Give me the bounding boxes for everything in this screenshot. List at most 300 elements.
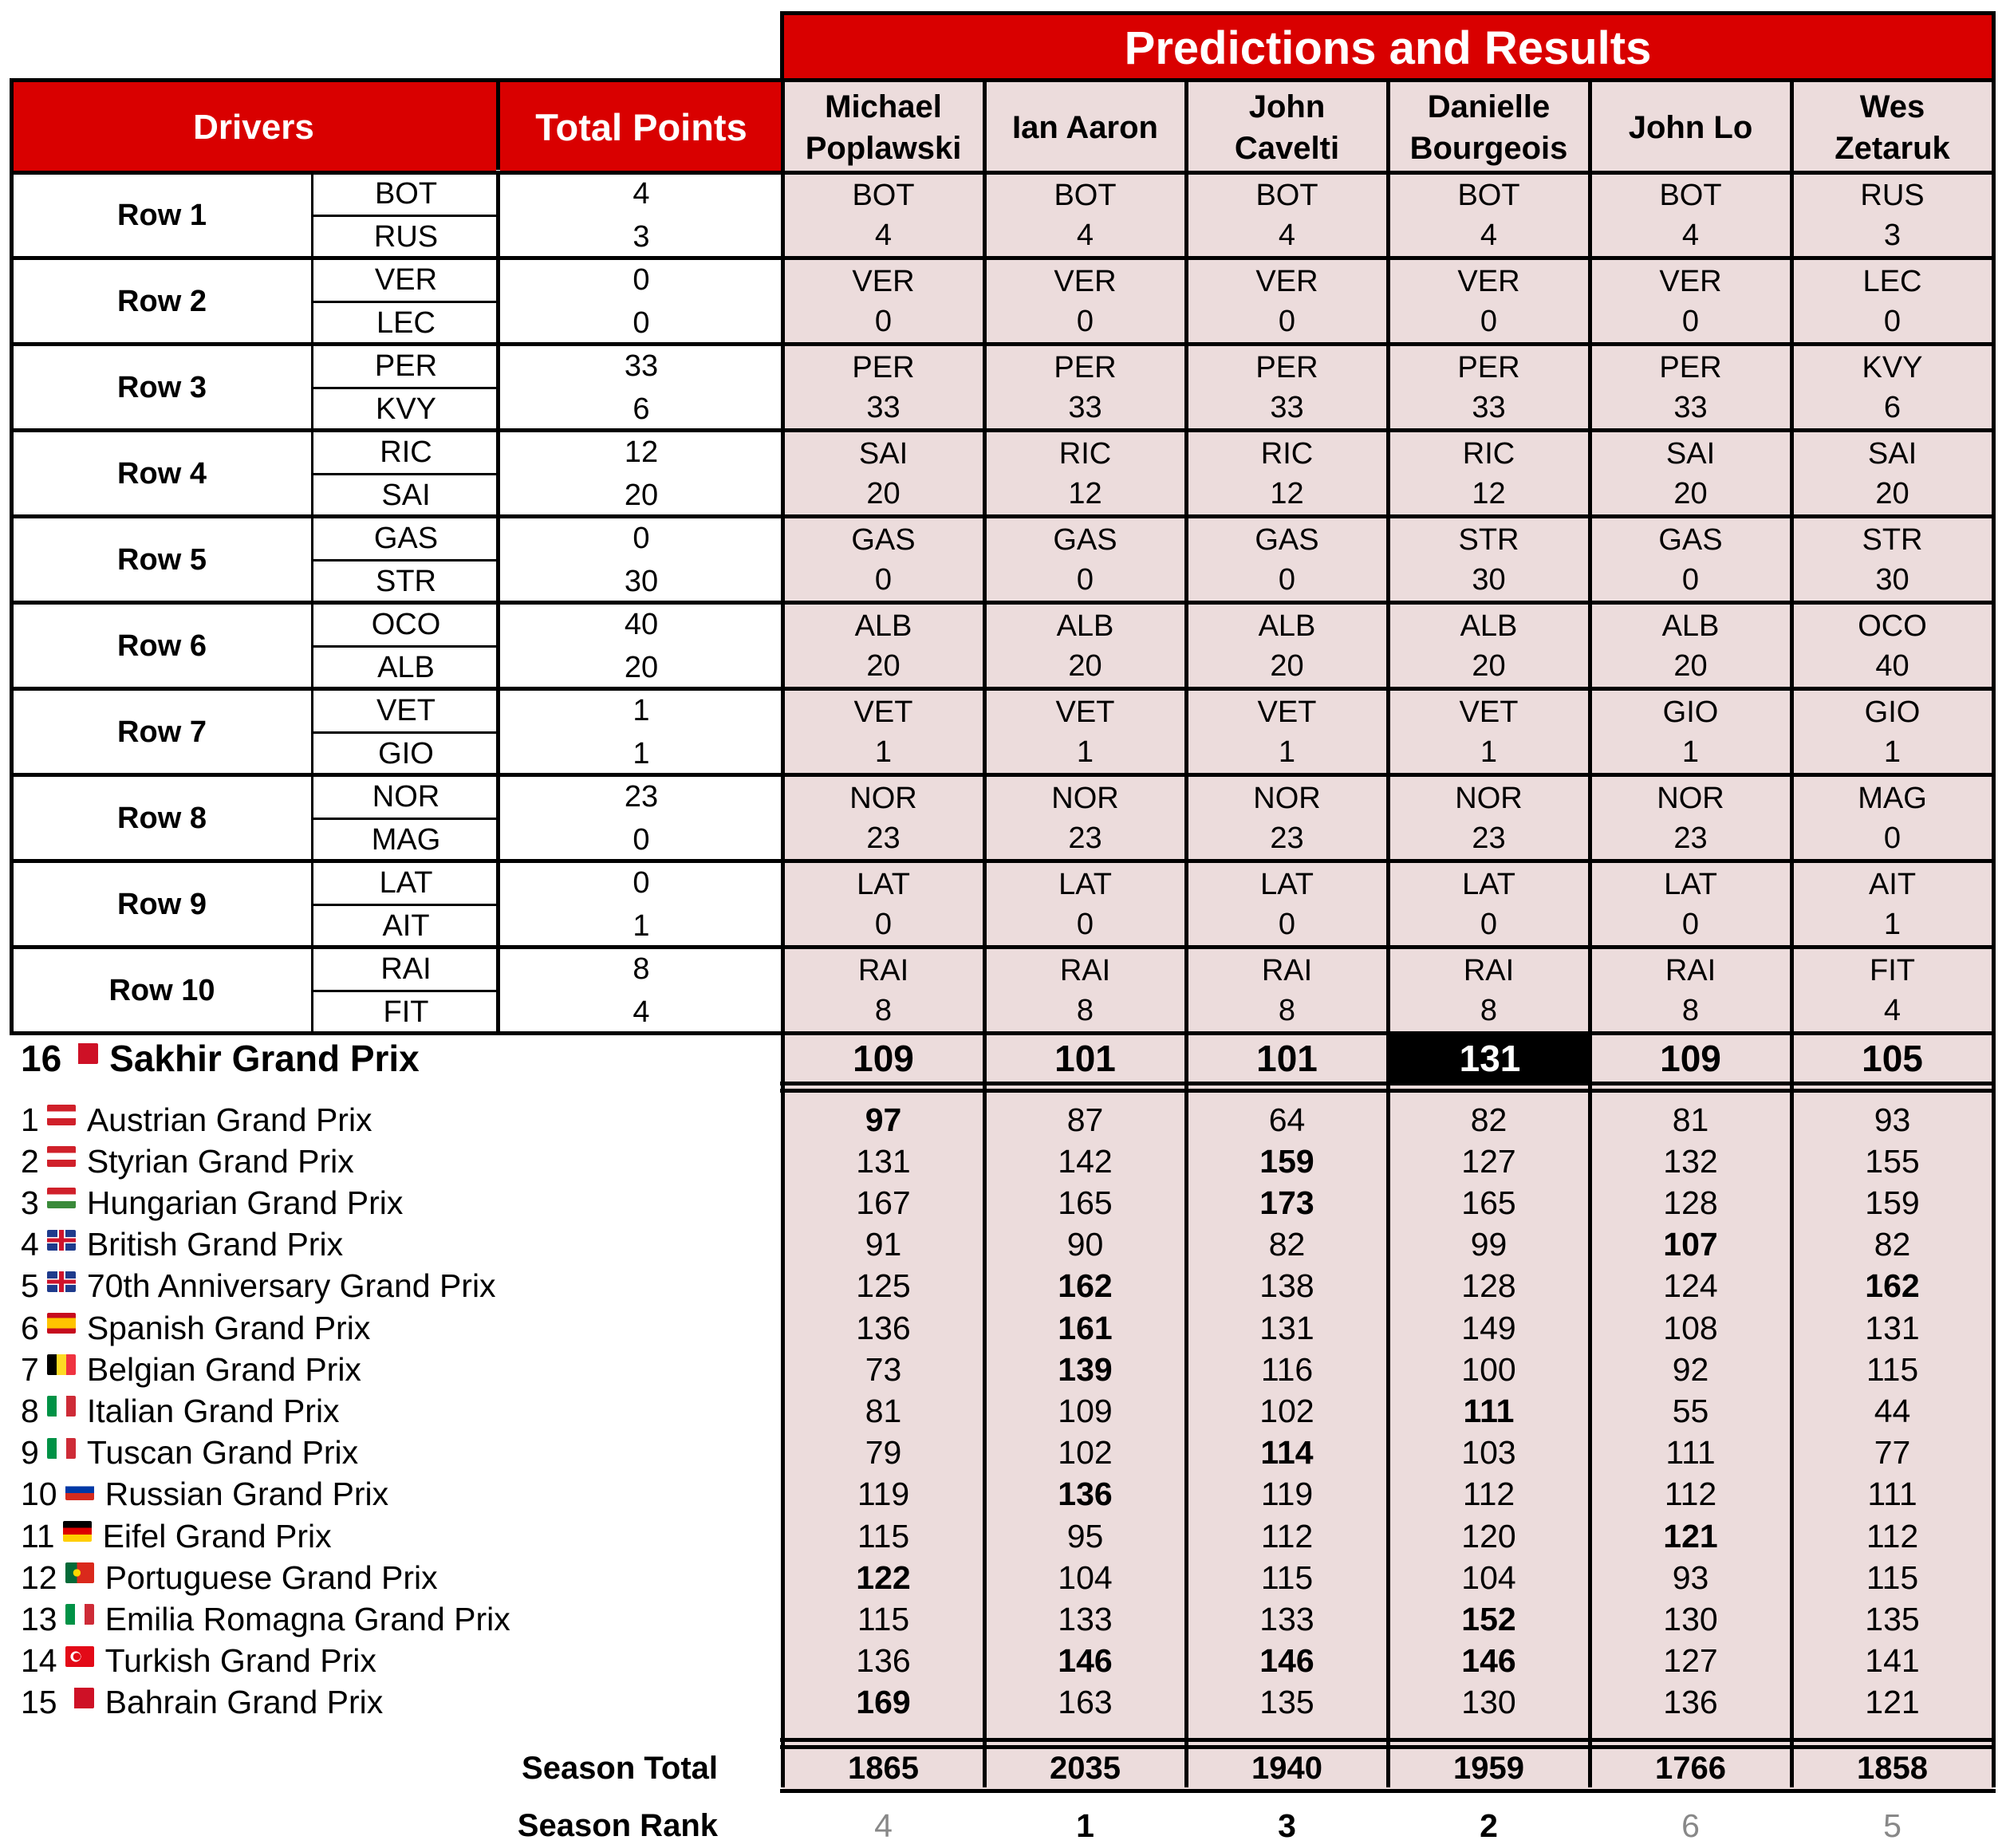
pick-driver: RAI (1059, 953, 1111, 987)
pick-points: 4 (1883, 993, 1902, 1027)
race-score: 142 (1058, 1142, 1113, 1180)
belgium-flag-icon (47, 1354, 76, 1375)
race-name: Eifel Grand Prix (102, 1517, 332, 1554)
pick-points: 1 (1883, 907, 1902, 941)
season-rank-value: 2 (1480, 1807, 1498, 1844)
race-score: 119 (857, 1476, 910, 1513)
italy-flag-icon (47, 1396, 76, 1417)
pick-driver: KVY (1862, 350, 1923, 384)
pick-driver: ALB (1460, 609, 1518, 643)
row-label: Row 4 (117, 456, 207, 491)
race-score: 95 (1066, 1517, 1104, 1554)
row-driver-code: PER (374, 349, 438, 383)
pick-points: 0 (1278, 907, 1296, 941)
grid-line (496, 345, 500, 431)
pick-driver: RAI (1665, 953, 1716, 987)
race-score: 125 (856, 1267, 911, 1305)
current-race-score: 109 (853, 1038, 914, 1079)
race-score: 91 (865, 1226, 902, 1263)
race-score: 115 (857, 1517, 910, 1554)
pick-points: 30 (1875, 562, 1909, 597)
player-name-line2: Poplawski (805, 130, 962, 166)
player-name-line2: Cavelti (1234, 130, 1340, 166)
pick-points: 0 (1480, 304, 1498, 338)
race-score: 121 (1865, 1684, 1920, 1721)
race-score: 136 (856, 1642, 911, 1680)
race-score-best: 161 (1058, 1309, 1113, 1346)
past-race-label (21, 1557, 438, 1598)
row-driver-code: SAI (381, 478, 431, 512)
grid-line (496, 689, 500, 775)
past-race-label (21, 1224, 343, 1266)
pick-points: 0 (1278, 304, 1296, 338)
race-score: 165 (1058, 1184, 1113, 1221)
pick-driver: NOR (1253, 781, 1321, 815)
pick-driver: FIT (1870, 953, 1915, 987)
race-name: Austrian Grand Prix (86, 1101, 372, 1138)
player-name-line1: Ian Aaron (1012, 109, 1158, 145)
player-header-6 (1791, 82, 1993, 172)
race-score: 90 (1066, 1226, 1104, 1263)
pick-points: 1 (1883, 735, 1902, 769)
race-score-best: 114 (1260, 1434, 1314, 1472)
grid-line (496, 948, 500, 1034)
race-score: 115 (1866, 1350, 1919, 1388)
pick-driver: GAS (1658, 522, 1723, 557)
row-driver-points: 12 (624, 435, 659, 469)
race-score: 131 (1865, 1309, 1920, 1346)
race-score: 55 (1672, 1392, 1709, 1429)
row-driver-points: 0 (633, 865, 650, 900)
row-driver-code: RUS (373, 219, 439, 254)
row-driver-code: MAG (371, 822, 441, 857)
grid-line (496, 172, 500, 258)
race-number: 2 (21, 1142, 39, 1180)
race-score-best: 146 (1259, 1642, 1314, 1680)
pick-points: 0 (1480, 907, 1498, 941)
race-name: British Grand Prix (86, 1226, 344, 1263)
race-score: 93 (1874, 1101, 1911, 1138)
row-label: Row 1 (117, 198, 207, 232)
race-score-best: 152 (1461, 1600, 1516, 1637)
pick-points: 0 (1681, 304, 1700, 338)
season-total-value: 1865 (848, 1751, 919, 1786)
pick-points: 1 (1681, 735, 1700, 769)
race-score: 128 (1663, 1184, 1718, 1221)
race-name: Russian Grand Prix (104, 1476, 389, 1513)
pick-driver: BOT (852, 178, 915, 212)
grid-line (496, 775, 500, 861)
pick-points: 20 (1673, 476, 1708, 510)
row-driver-code: LEC (376, 305, 435, 340)
page-title: Predictions and Results (782, 14, 1993, 82)
pick-points: 0 (874, 304, 893, 338)
season-total-value: 1766 (1655, 1751, 1726, 1786)
pick-driver: VET (1459, 695, 1519, 729)
race-score: 93 (1672, 1558, 1709, 1596)
race-score: 99 (1470, 1226, 1507, 1263)
bahrain-flag-icon (65, 1688, 94, 1708)
pick-points: 20 (1472, 648, 1506, 683)
pick-driver: GIO (1864, 695, 1921, 729)
pick-driver: RAI (1261, 953, 1313, 987)
race-score-best: 159 (1259, 1142, 1314, 1180)
race-score: 100 (1461, 1350, 1516, 1388)
pick-points: 0 (1076, 304, 1094, 338)
pick-driver: LAT (1664, 867, 1717, 901)
player-name-line2: Zetaruk (1835, 130, 1950, 166)
race-score: 136 (856, 1309, 911, 1346)
row-label: Row 3 (117, 370, 207, 404)
pick-points: 12 (1068, 476, 1102, 510)
pick-driver: ALB (1258, 609, 1316, 643)
race-number: 14 (21, 1642, 57, 1680)
race-score-best: 111 (1463, 1392, 1515, 1429)
row-label: Row 2 (117, 284, 207, 318)
race-score: 155 (1865, 1142, 1920, 1180)
grid-line (311, 689, 313, 775)
row-driver-points: 3 (633, 219, 650, 254)
race-score: 115 (857, 1600, 910, 1637)
pick-driver: OCO (1858, 609, 1927, 643)
pick-driver: PER (1054, 350, 1117, 384)
grid-line (496, 258, 500, 345)
pick-driver: VER (1457, 264, 1520, 298)
race-score: 132 (1663, 1142, 1718, 1180)
row-driver-points: 4 (633, 176, 650, 211)
race-name: Portuguese Grand Prix (104, 1558, 438, 1596)
pick-points: 20 (866, 476, 901, 510)
grid-line (311, 948, 313, 1034)
player-header-4 (1388, 82, 1590, 172)
race-name: Styrian Grand Prix (86, 1142, 354, 1180)
past-race-label (21, 1266, 496, 1307)
pick-driver: NOR (849, 781, 917, 815)
pick-points: 0 (1076, 562, 1094, 597)
pick-driver: VET (1257, 695, 1317, 729)
season-total-top (780, 1738, 1996, 1742)
race-score: 135 (1865, 1600, 1920, 1637)
pick-points: 33 (866, 390, 901, 424)
pick-points: 33 (1270, 390, 1304, 424)
hungary-flag-icon (47, 1188, 76, 1208)
grid-line (496, 431, 500, 517)
player-header-3 (1186, 82, 1388, 172)
grid-line (311, 345, 313, 431)
pick-points: 33 (1068, 390, 1102, 424)
player-header-1 (782, 82, 984, 172)
race-score: 138 (1259, 1267, 1314, 1305)
row-driver-code: NOR (372, 779, 440, 814)
race-number: 9 (21, 1434, 39, 1472)
pick-driver: RUS (1860, 178, 1925, 212)
race-score: 116 (1260, 1350, 1314, 1388)
race-name: Bahrain Grand Prix (104, 1684, 384, 1721)
row-driver-points: 1 (633, 736, 650, 770)
race-number: 8 (21, 1392, 39, 1429)
row-driver-points: 0 (633, 521, 650, 555)
row-driver-code: VET (376, 693, 435, 727)
season-total-value: 1858 (1857, 1751, 1928, 1786)
player-header-5 (1590, 82, 1791, 172)
season-rank-value: 3 (1278, 1807, 1296, 1844)
player-name-line1: Danielle (1427, 89, 1551, 124)
row-driver-code: RAI (380, 952, 432, 986)
row-driver-points: 6 (633, 392, 650, 426)
pick-points: 8 (1076, 993, 1094, 1027)
pick-driver: PER (852, 350, 915, 384)
grid-line (311, 517, 313, 603)
player-name-line1: Michael (825, 89, 942, 124)
race-score: 87 (1066, 1101, 1104, 1138)
driver-divider (313, 731, 498, 734)
grid-line (311, 861, 313, 948)
race-name: Hungarian Grand Prix (86, 1184, 404, 1221)
row-driver-points: 20 (624, 650, 659, 684)
grid-line (780, 11, 784, 85)
grid-line (311, 603, 313, 689)
race-score-best: 162 (1865, 1267, 1920, 1305)
player-name-line1: John (1248, 89, 1326, 124)
row-driver-points: 4 (633, 995, 650, 1029)
race-name: Sakhir Grand Prix (109, 1038, 420, 1079)
spain-flag-icon (47, 1313, 76, 1334)
row-driver-points: 33 (624, 349, 659, 383)
season-rank-value: 5 (1883, 1807, 1902, 1844)
grid-line (496, 78, 500, 170)
season-total-label: Season Total (522, 1751, 718, 1786)
player-name-line2: Bourgeois (1409, 130, 1568, 166)
race-score: 112 (1664, 1476, 1717, 1513)
row-driver-points: 1 (633, 908, 650, 943)
austria-flag-icon (47, 1105, 76, 1125)
pick-driver: LAT (1260, 867, 1314, 901)
pick-driver: BOT (1659, 178, 1722, 212)
race-score: 124 (1663, 1267, 1718, 1305)
current-race-score: 105 (1862, 1038, 1923, 1079)
past-race-label (21, 1515, 332, 1557)
race-number: 3 (21, 1184, 39, 1221)
row-driver-points: 23 (624, 779, 659, 814)
pick-driver: MAG (1858, 781, 1927, 815)
pick-driver: PER (1659, 350, 1722, 384)
pick-points: 1 (1480, 735, 1498, 769)
race-score: 81 (865, 1392, 902, 1429)
race-score: 109 (1058, 1392, 1113, 1429)
italy-flag-icon (65, 1604, 94, 1625)
race-score: 82 (1874, 1226, 1911, 1263)
race-number: 15 (21, 1684, 57, 1721)
race-score: 127 (1461, 1142, 1516, 1180)
portugal-flag-icon (65, 1562, 94, 1583)
row-driver-code: ALB (377, 650, 435, 684)
race-score: 131 (856, 1142, 911, 1180)
row-driver-code: KVY (375, 392, 437, 426)
past-race-label (21, 1641, 376, 1682)
race-score: 115 (1866, 1558, 1919, 1596)
turkey-flag-icon (65, 1646, 94, 1667)
row-driver-code: STR (376, 564, 436, 598)
pick-driver: SAI (858, 436, 908, 471)
pick-driver: GAS (1053, 522, 1117, 557)
race-number: 1 (21, 1101, 39, 1138)
race-score: 128 (1461, 1267, 1516, 1305)
race-score: 112 (1462, 1476, 1515, 1513)
pick-driver: ALB (1661, 609, 1720, 643)
race-score-best: 122 (856, 1558, 911, 1596)
pick-driver: NOR (1051, 781, 1119, 815)
pick-driver: GIO (1662, 695, 1719, 729)
season-rank-value: 6 (1681, 1807, 1700, 1844)
pick-driver: BOT (1457, 178, 1520, 212)
season-total-value: 1959 (1453, 1751, 1524, 1786)
pick-points: 20 (866, 648, 901, 683)
race-score: 104 (1058, 1558, 1113, 1596)
player-name-line1: Wes (1859, 89, 1925, 124)
race-score: 115 (1260, 1558, 1314, 1596)
pick-points: 0 (1883, 304, 1902, 338)
race-score: 92 (1672, 1350, 1709, 1388)
uk-flag-icon (47, 1230, 76, 1251)
pick-driver: RAI (1463, 953, 1515, 987)
pick-points: 20 (1875, 476, 1909, 510)
race-score: 119 (1260, 1476, 1314, 1513)
race-score: 167 (856, 1184, 911, 1221)
row-label: Row 7 (117, 715, 207, 749)
driver-divider (313, 904, 498, 906)
pick-driver: STR (1458, 522, 1519, 557)
row-driver-code: RIC (380, 435, 432, 469)
season-rank-label: Season Rank (517, 1808, 718, 1843)
pick-driver: LAT (857, 867, 910, 901)
pick-points: 23 (1472, 821, 1506, 855)
austria-flag-icon (47, 1146, 76, 1167)
race-score-best: 121 (1663, 1517, 1718, 1554)
pick-driver: RIC (1462, 436, 1515, 471)
pick-points: 3 (1883, 218, 1902, 252)
current-race-label (21, 1035, 420, 1082)
race-score-best: 146 (1058, 1642, 1113, 1680)
past-race-label (21, 1349, 361, 1390)
row-driver-code: GAS (373, 521, 439, 555)
past-race-label (21, 1474, 388, 1515)
past-race-label (21, 1390, 340, 1432)
italy-flag-icon (47, 1438, 76, 1459)
grid-line (10, 78, 1996, 82)
past-race-label (21, 1432, 358, 1474)
race-number: 11 (21, 1517, 55, 1554)
pick-driver: LEC (1862, 264, 1922, 298)
pick-points: 1 (1076, 735, 1094, 769)
pick-driver: PER (1255, 350, 1318, 384)
race-score-best: 139 (1058, 1350, 1113, 1388)
season-total-bottom (780, 1789, 1996, 1793)
race-score-best: 97 (865, 1101, 902, 1138)
pick-points: 8 (1480, 993, 1498, 1027)
race-score: 130 (1663, 1600, 1718, 1637)
race-score: 159 (1865, 1184, 1920, 1221)
race-number: 4 (21, 1226, 39, 1263)
pick-driver: VER (1054, 264, 1117, 298)
pick-points: 12 (1270, 476, 1304, 510)
pick-points: 6 (1883, 390, 1902, 424)
race-number: 13 (21, 1600, 57, 1637)
pick-points: 4 (1076, 218, 1094, 252)
pick-driver: NOR (1455, 781, 1523, 815)
race-name: Emilia Romagna Grand Prix (104, 1600, 510, 1637)
row-driver-code: OCO (371, 607, 441, 641)
pick-driver: VER (1659, 264, 1722, 298)
race-score: 141 (1865, 1642, 1920, 1680)
past-race-label (21, 1307, 370, 1349)
race-score: 112 (1866, 1517, 1919, 1554)
row-driver-points: 8 (633, 952, 650, 986)
player-header-2 (984, 82, 1186, 172)
row-driver-code: GIO (378, 736, 434, 770)
pick-points: 4 (1278, 218, 1296, 252)
germany-flag-icon (63, 1521, 92, 1542)
race-number: 10 (21, 1476, 57, 1513)
pick-driver: ALB (854, 609, 912, 643)
race-score: 112 (1260, 1517, 1314, 1554)
player-name-line1: John Lo (1628, 109, 1753, 145)
grid-line (496, 517, 500, 603)
race-score-best: 146 (1461, 1642, 1516, 1680)
pick-points: 0 (1278, 562, 1296, 597)
current-race-score: 101 (1256, 1038, 1318, 1079)
pick-points: 30 (1472, 562, 1506, 597)
driver-divider (313, 645, 498, 648)
pick-driver: GAS (1255, 522, 1319, 557)
past-race-label (21, 1682, 383, 1724)
driver-divider (313, 301, 498, 303)
pick-driver: LAT (1462, 867, 1515, 901)
race-name: Spanish Grand Prix (86, 1309, 371, 1346)
race-number: 5 (21, 1267, 39, 1305)
driver-divider (313, 559, 498, 561)
race-score: 64 (1268, 1101, 1306, 1138)
pick-driver: ALB (1056, 609, 1114, 643)
current-race-score: 101 (1054, 1038, 1116, 1079)
race-score: 103 (1461, 1434, 1516, 1472)
grid-line (1992, 11, 1996, 85)
race-score-best: 162 (1058, 1267, 1113, 1305)
pick-points: 8 (874, 993, 893, 1027)
race-score: 73 (865, 1350, 902, 1388)
pick-points: 23 (1673, 821, 1708, 855)
race-number: 12 (21, 1558, 57, 1596)
pick-points: 12 (1472, 476, 1506, 510)
season-rank-value: 4 (874, 1807, 893, 1844)
row-driver-points: 20 (624, 478, 659, 512)
race-score: 82 (1268, 1226, 1306, 1263)
russia-flag-icon (65, 1480, 94, 1500)
race-score-best: 169 (856, 1684, 911, 1721)
race-number: 7 (21, 1350, 39, 1388)
race-score-best: 107 (1663, 1226, 1718, 1263)
row-driver-code: LAT (379, 865, 433, 900)
race-score: 81 (1672, 1101, 1709, 1138)
pick-points: 0 (1076, 907, 1094, 941)
bahrain-flag-icon (69, 1043, 98, 1064)
row-label: Row 5 (117, 542, 207, 577)
pick-driver: RAI (857, 953, 909, 987)
current-race-score: 109 (1660, 1038, 1721, 1079)
pick-driver: LAT (1058, 867, 1112, 901)
race-score: 104 (1461, 1558, 1516, 1596)
race-score: 102 (1259, 1392, 1314, 1429)
total-points-header: Total Points (500, 82, 782, 172)
